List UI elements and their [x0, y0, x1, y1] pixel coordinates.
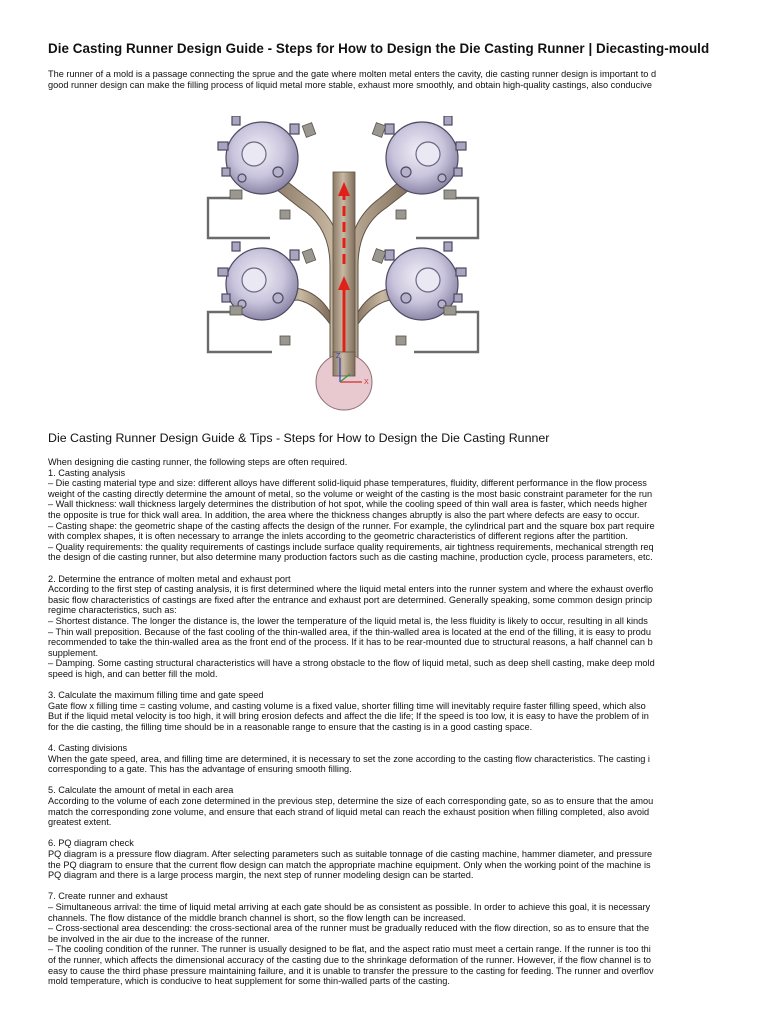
body-line: – Quality requirements: the quality requirements of castings include surface quality requirements, air tightness requirements, mechanical strength req	[48, 541, 654, 552]
runner-diagram	[200, 116, 486, 412]
body-line: – Damping. Some casting structural characteristics will have a strong obstacle to the flow of liquid metal, such as deep shell casting, make deep mold	[48, 658, 655, 669]
body-section	[48, 838, 733, 880]
body-line: greatest extent.	[48, 817, 112, 828]
body-line: with complex shapes, it is often necessary to arrange the inlets according to the geometric characteristics of different regions after the partition.	[48, 531, 628, 542]
intro-paragraph	[48, 69, 733, 91]
body-section	[48, 690, 733, 732]
body-line: When the gate speed, area, and filling time are determined, it is necessary to set the zone according to the casting flow characteristics. The casting i	[48, 753, 650, 764]
body-line: – The cooling condition of the runner. The runner is usually designed to be flat, and the aspect ratio must meet a certain range. If the runner is too thi	[48, 944, 651, 955]
body-line: Gate flow x filling time = casting volume, and casting volume is a fixed value, shorter filling time will inevitably require faster filling speed, which also	[48, 700, 646, 711]
runner-diagram-illustration	[200, 116, 486, 412]
body-line: – Casting shape: the geometric shape of the casting affects the design of the runner. For example, the cylindrical part and the square box part require	[48, 520, 655, 531]
body-line: 2. Determine the entrance of molten metal and exhaust port	[48, 573, 291, 584]
body-line: channels. The flow distance of the middle branch channel is short, so the flow length can be increased.	[48, 912, 466, 923]
body-line: for the die casting, the filling time should be in a reasonable range to ensure that the casting is in a good casting space.	[48, 721, 533, 732]
axis-z-label: Z	[336, 353, 341, 360]
body-line: – Simultaneous arrival: the time of liquid metal arriving at each gate should be as consistent as possible. In order to achieve this goal, it is necessary	[48, 901, 651, 912]
body-line: weight of the casting directly determine the amount of metal, so the volume or weight of the casting is the most basic constraint parameter for the run	[48, 488, 653, 499]
article	[48, 0, 733, 1024]
body-line: – Die casting material type and size: different alloys have different solid-liquid phase temperatures, fluidity, different performance in the flow process	[48, 478, 647, 489]
body-line: PQ diagram is a pressure flow diagram. After selecting parameters such as suitable tonnage of die casting machine, hammer diameter, and pressure	[48, 848, 653, 859]
intro-line: good runner design can make the filling process of liquid metal more stable, exhaust more smoothly, and obtain high-quality castings, also conducive	[48, 80, 652, 90]
body-line: 7. Create runner and exhaust	[48, 891, 168, 902]
body-line: When designing die casting runner, the following steps are often required.	[48, 457, 348, 467]
body-line: supplement.	[48, 647, 99, 658]
body-line: corresponding to a gate. This has the advantage of ensuring smooth filling.	[48, 764, 352, 775]
body-line: – Cross-sectional area descending: the cross-sectional area of the runner must be gradually reduced with the flow direction, so as to ensure that the	[48, 923, 650, 934]
body-line: 5. Calculate the amount of metal in each area	[48, 785, 234, 796]
body-line: mold temperature, which is conducive to heat supplement for some thin-walled parts of the casting.	[48, 976, 450, 987]
body-section	[48, 785, 733, 827]
page-title: Die Casting Runner Design Guide - Steps for How to Design the Die Casting Runner | Diecasting-mould	[48, 41, 710, 56]
body-line: regime characteristics, such as:	[48, 605, 177, 616]
section-heading: Die Casting Runner Design Guide & Tips - Steps for How to Design the Die Casting Runner	[48, 431, 550, 445]
body-line: But if the liquid metal velocity is too high, it will bring erosion defects and affect the die life; If the speed is too low, it is easy to have the problem of in	[48, 711, 649, 722]
body-line: speed is high, and can better fill the mold.	[48, 668, 218, 679]
body-section	[48, 891, 733, 986]
body-line: 6. PQ diagram check	[48, 838, 134, 849]
body-line: 4. Casting divisions	[48, 743, 128, 754]
article-body	[48, 457, 733, 997]
body-line: According to the volume of each zone determined in the previous step, determine the size of each corresponding gate, so as to ensure that the amou	[48, 796, 654, 806]
body-line: basic flow characteristics of castings are fixed after the entrance and exhaust port are determined. Generally speaking, some common design princip	[48, 594, 653, 605]
body-line: of the runner, which affects the dimensional accuracy of the casting due to the shrinkage deformation of the runner. However, if the flow channel is to	[48, 954, 651, 965]
body-line: 1. Casting analysis	[48, 467, 126, 478]
body-line: easy to cause the third phase pressure maintaining failure, and it is unable to transfer the pressure to the casting for feeding. The runner and overflov	[48, 965, 654, 976]
body-line: 3. Calculate the maximum filling time and gate speed	[48, 690, 264, 701]
body-line: the design of die casting runner, but also determine many production factors such as die casting machine, production cycle, process parameters, etc.	[48, 552, 653, 563]
body-line: match the corresponding zone volume, and ensure that each strand of liquid metal can reach the exhaust position when filling completed, also avoid	[48, 806, 650, 817]
body-line: PQ diagram and there is a large process margin, the next step of runner modeling design can be started.	[48, 870, 474, 881]
axis-x-label: X	[364, 379, 369, 386]
body-line: – Wall thickness: wall thickness largely determines the distribution of hot spot, while the cooling speed of thin wall area is faster, which needs higher	[48, 499, 648, 510]
body-line: – Thin wall preposition. Because of the fast cooling of the thin-walled area, if the thin-walled area is located at the end of the filling, it is easy to produ	[48, 626, 651, 637]
intro-line: The runner of a mold is a passage connecting the sprue and the gate where molten metal enters the cavity, die casting runner design is important to d	[48, 69, 657, 79]
body-section	[48, 574, 733, 680]
body-section	[48, 457, 733, 563]
body-line: the PQ diagram to ensure that the current flow design can match the appropriate machine equipment. Only when the working point of the machine is	[48, 859, 651, 870]
body-line: According to the first step of casting analysis, it is first determined where the liquid metal enters into the runner system and where the exhaust overflo	[48, 584, 654, 595]
body-line: – Shortest distance. The longer the distance is, the lower the temperature of the liquid metal is, the less fluidity is likely to occur, resulting in all kinds	[48, 615, 648, 626]
body-line: the opposite is true for thick wall area. In addition, the area where the thickness changes abruptly is also the part where defects are easy to occur.	[48, 509, 640, 520]
body-section	[48, 743, 733, 775]
body-line: recommended to take the thin-walled area as the front end of the process. If it has to be rear-mounted due to structural reasons, a half channel can b	[48, 637, 653, 648]
body-line: be involved in the air due to the increase of the runner.	[48, 933, 270, 944]
